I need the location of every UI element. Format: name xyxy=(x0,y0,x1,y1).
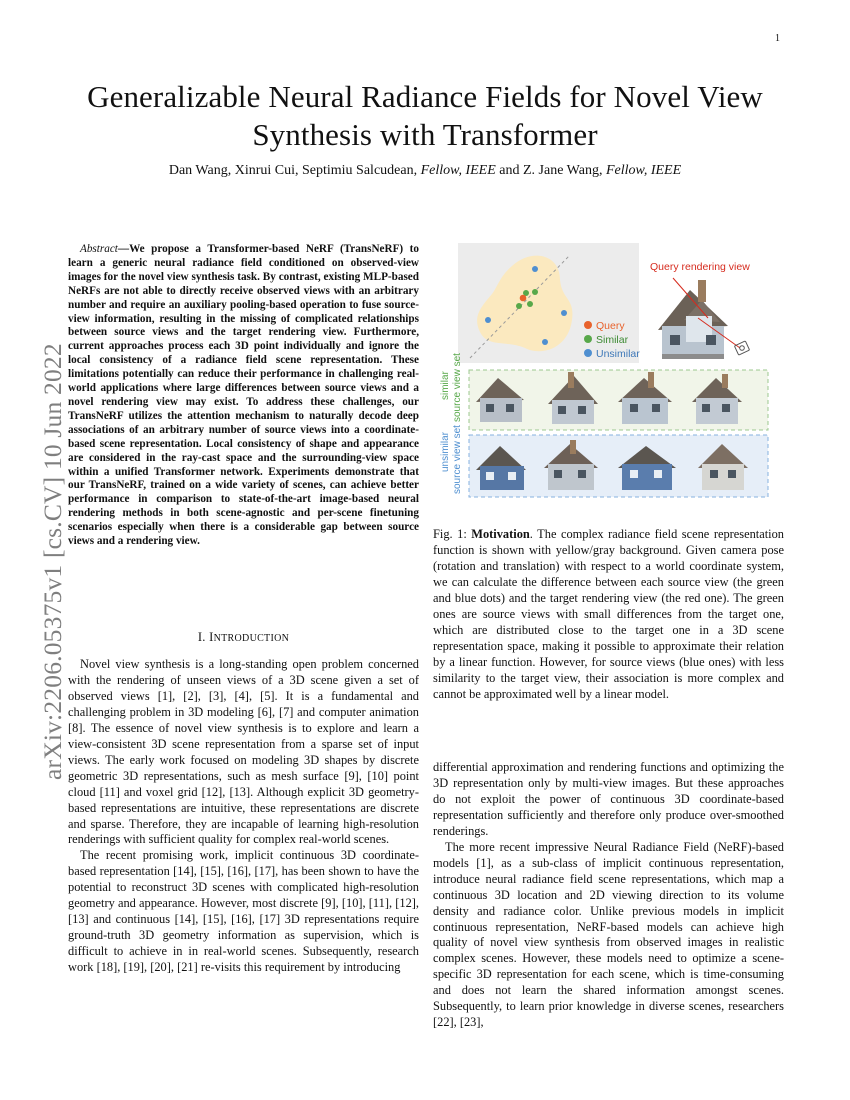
similar-dot xyxy=(516,303,522,309)
figure-1-graphic xyxy=(440,240,780,502)
legend-query-label: Query xyxy=(596,320,625,332)
legend-similar-label: Similar xyxy=(596,334,629,346)
caption-text: . The complex radiance field scene representation function is shown with yellow/gray background. Given camera pose (rotation and translation) with respect to a world coordinate system, we can calculate the difference between each source view (the green and blue dots) and the target rendering view (the red one). The green ones are source views with small differences from the target one, which are distributed close to the target one in a 3D scene representation space, making it possible to approximate their relation by a linear function. However, for source views (blue ones) with less similarity to the target view, their association is more complex and cannot be approximated well by a linear model. xyxy=(433,527,784,701)
legend-unsimilar-label: Unsimilar xyxy=(596,348,640,360)
abstract xyxy=(68,243,419,549)
right-column-body xyxy=(433,760,784,1031)
page-number: 1 xyxy=(775,33,780,44)
fellow-ieee-1: Fellow, IEEE xyxy=(420,163,496,178)
section-number: I. xyxy=(197,630,210,644)
abstract-text: —We propose a Transformer-based NeRF (TransNeRF) to learn a generic neural radiance field conditioned on observed-view images for the novel view synthesis task. By contrast, existing MLP-based NeRFs are not able to directly receive observed views with an arbitrary number and require an auxiliary pooling-based operation to fuse source-view information, resulting in the missing of complicated relationships between source views and the target rendering view. Furthermore, current approaches process each 3D point individually and ignore the local consistency of a radiance field scene representation. These limitations potentially can reduce their performance in challenging real-world applications where large differences between source views and a novel rendering view may exist. To address these challenges, our TransNeRF utilizes the attention mechanism to naturally decode deep associations of an arbitrary number of source views into a coordinate-based scene representation. Local consistency of shape and appearance are considered in the ray-cast space and the surrounding-view space within a unified Transformer network. Experiments demonstrate that our TransNeRF, trained on a wide variety of scenes, can achieve better performance in comparison to state-of-the-art image-based neural rendering methods in both scene-agnostic and per-scene finetuning scenarios especially when there is a considerable gap between source views and a rendering view. xyxy=(68,243,419,548)
figure-1 xyxy=(440,240,780,502)
similar-dot xyxy=(527,301,533,307)
intro-paragraph: The recent promising work, implicit continuous 3D coordinate-based representation [14], [15], [16], [17], has been shown to have the potential to reconstruct 3D scenes with complicated high-resolution geometry and appearance. However, most discrete [9], [10], [11], [12], [13] and continuous [14], [15], [16], [17] 3D representations require ground-truth 3D geometry information as supervision, which is difficult to achieve in in real-world scenes. Subsequently, research work [18], [19], [20], [21] re-visits this requirement by introducing xyxy=(68,848,419,975)
query-dot xyxy=(520,295,527,302)
legend-query-dot xyxy=(584,321,592,329)
legend-unsimilar-dot xyxy=(584,349,592,357)
unsimilar-set-label-1: unsimilar xyxy=(440,431,451,472)
abstract-label: Abstract xyxy=(80,243,118,255)
unsimilar-set-label-2: source view set xyxy=(452,425,463,494)
authors-part-2: and Z. Jane Wang, xyxy=(495,163,606,178)
similar-set-label-1: similar xyxy=(440,371,451,400)
authors-part-1: Dan Wang, Xinrui Cui, Septimiu Salcudean, xyxy=(168,163,421,178)
body-paragraph: The more recent impressive Neural Radiance Field (NeRF)-based models [1], as a sub-class of implicit continuous representation, introduce neural radiance field scene representations, which map a continuous 3D location and 2D viewing direction to its volume density and radiance color. Unlike previous models in implicit continuous representation, NeRF-based models can achieve high quality of novel view synthesis from observed images in realistic complex scenes. However, these models need to optimize a scene-specific 3D representation for each scene, which is time-consuming and does not learn the shared information amongst scenes. Subsequently, to learn prior knowledge in diverse scenes, researchers [22], [23], xyxy=(433,839,784,1030)
author-list xyxy=(80,163,770,179)
legend-similar-dot xyxy=(584,335,592,343)
section-first-letter: I xyxy=(209,630,214,644)
body-paragraph: differential approximation and rendering functions and optimizing the 3D representation only by multi-view images. But these approaches do not exploit the power of continuous 3D coordinate-based representation sufficiently and therefore only produce over-smoothed renderings. xyxy=(433,760,784,838)
unsimilar-dot xyxy=(485,317,491,323)
unsimilar-dot xyxy=(532,266,538,272)
query-rendering-view-label: Query rendering view xyxy=(650,261,750,273)
paper-title: Generalizable Neural Radiance Fields for Novel View Synthesis with Transformer xyxy=(87,79,763,152)
introduction-body xyxy=(68,657,419,976)
fellow-ieee-2: Fellow, IEEE xyxy=(605,163,682,178)
figure-1-caption xyxy=(433,527,784,702)
caption-bold: Motivation xyxy=(471,527,530,541)
section-heading-introduction xyxy=(68,630,419,645)
camera-icon xyxy=(734,341,749,355)
arxiv-identifier[interactable]: arXiv:2206.05375v1 [cs.CV] 10 Jun 2022 xyxy=(38,343,67,780)
unsimilar-dot xyxy=(542,339,548,345)
similar-dot xyxy=(532,289,538,295)
section-rest: NTRODUCTION xyxy=(213,633,290,644)
query-house-image xyxy=(658,280,728,359)
caption-prefix: Fig. 1: xyxy=(433,527,472,541)
unsimilar-dot xyxy=(561,310,567,316)
similar-set-label-2: source view set xyxy=(452,353,463,422)
intro-paragraph: Novel view synthesis is a long-standing open problem concerned with the rendering of unseen views of a 3D scene given a set of observed views [1], [2], [3], [4], [5]. It is a fundamental and challenging problem in 3D modeling [6], [7] and computer animation [8]. The essence of novel view synthesis is to explore and learn a view-consistent 3D scene representation from a sparse set of input views. The early work focused on modeling 3D shapes by discrete geometric 3D representations, such as mesh surface [9], [10] point cloud [11] and voxel grid [12], [13]. Although explicit 3D geometry-based representations are intuitive, these representations are discrete and sparse. Therefore, they are incapable of learning high-resolution renderings with sufficient quality for complex real-world scenes. xyxy=(68,657,419,847)
